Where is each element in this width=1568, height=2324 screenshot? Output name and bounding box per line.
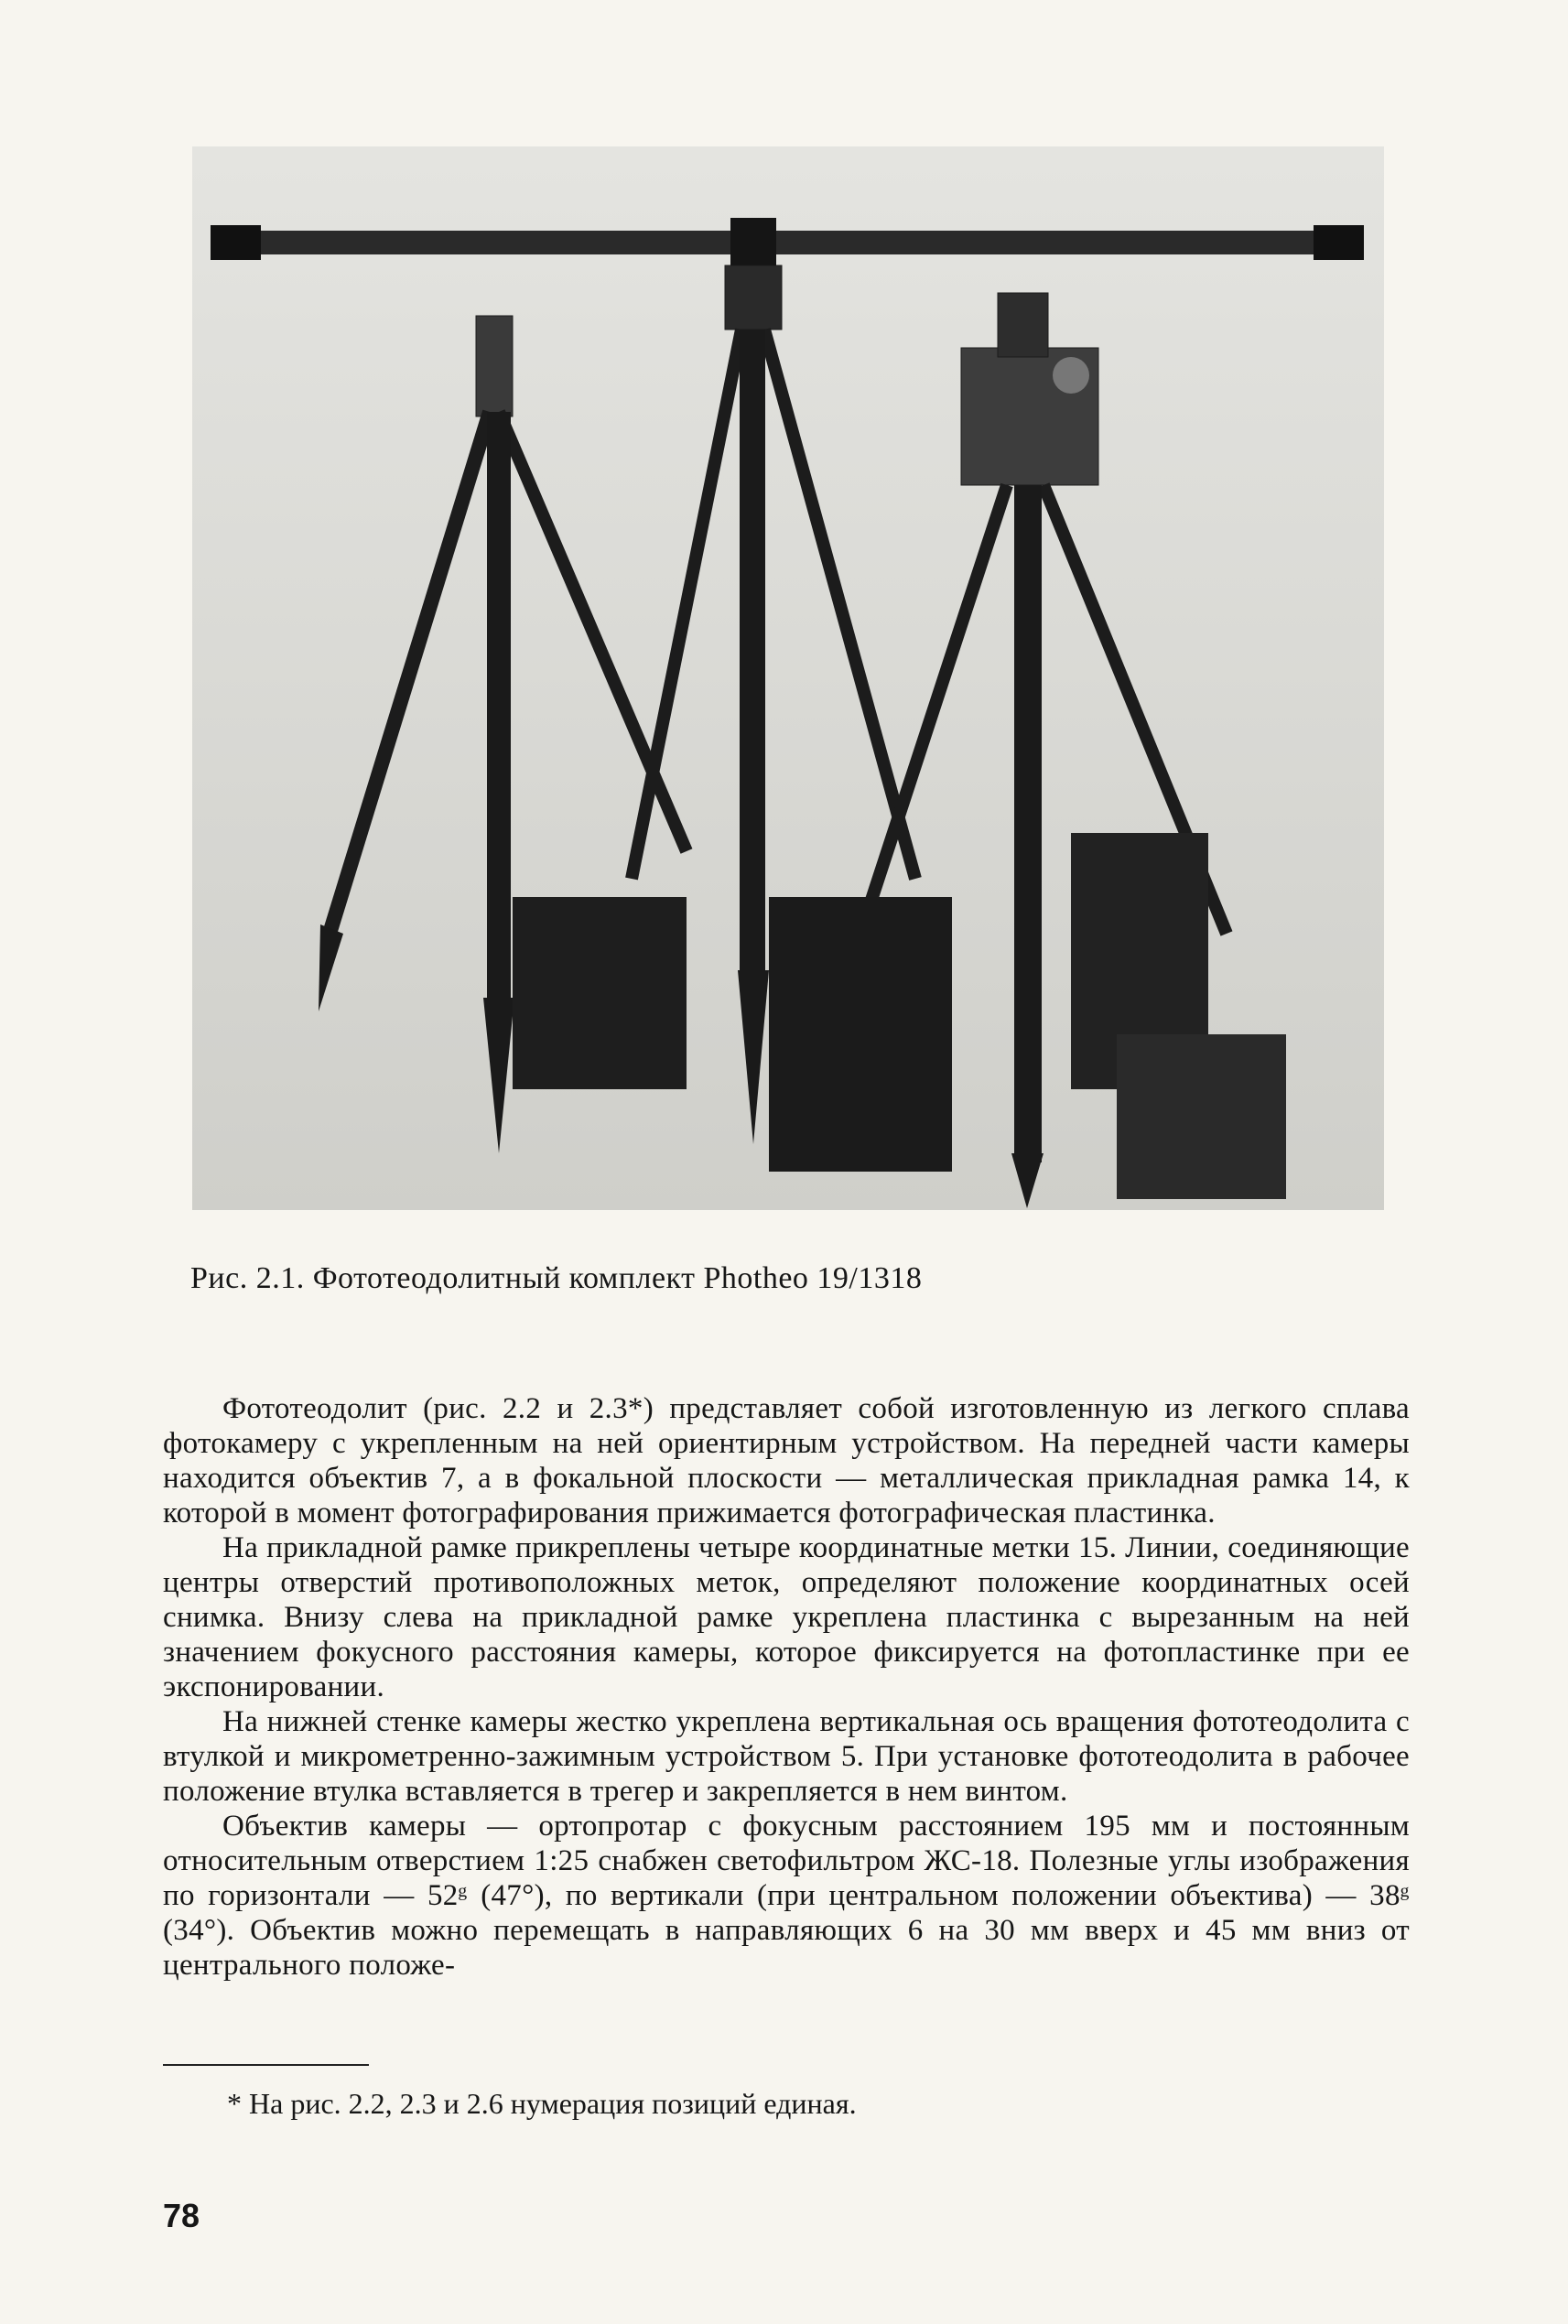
paragraph-1: Фототеодолит (рис. 2.2 и 2.3*) представляет собой изготовленную из легкого сплава фотокамеру с укрепленным на ней ориентирным устройством. На передней части камеры находится объектив 7, а в фокальной плоскости — металлическая прикладная рамка 14, к которой в момент фотографирования прижимается фотографическая пластинка. <box>163 1392 1410 1530</box>
phototheodolite-kit-illustration <box>192 146 1384 1210</box>
paragraph-3: На нижней стенке камеры жестко укреплена вертикальная ось вращения фототеодолита с втулкой и микрометренно-зажимным устройством 5. При установке фототеодолита в рабочее положение втулка вставляется в трегер и закрепляется в нем винтом. <box>163 1705 1410 1808</box>
figure-photo <box>192 146 1384 1210</box>
body-text <box>163 1391 1410 1983</box>
paragraph-2: На прикладной рамке прикреплены четыре координатные метки 15. Линии, соединяющие центры отверстий противоположных меток, определяют положение координатных осей снимка. Внизу слева на прикладной рамке укреплена пластинка с вырезанным на ней значением фокусного расстояния камеры, которое фиксируется на фотопластинке при ее экспонировании. <box>163 1531 1410 1703</box>
page-number: 78 <box>163 2197 200 2234</box>
footnote: * На рис. 2.2, 2.3 и 2.6 нумерация позиций единая. <box>227 2087 857 2120</box>
figure-caption: Рис. 2.1. Фототеодолитный комплект Photheo 19/1318 <box>190 1261 923 1295</box>
footnote-divider <box>163 2064 369 2066</box>
paragraph-4: Объектив камеры — ортопротар с фокусным расстоянием 195 мм и постоянным относительным отверстием 1:25 снабжен светофильтром ЖС-18. Полезные углы изображения по горизонтали — 52ᵍ (47°), по вертикали (при центральном положении объектива) — 38ᵍ (34°). Объектив можно перемещать в направляющих 6 на 30 мм вверх и 45 мм вниз от центрального положе- <box>163 1810 1410 1982</box>
